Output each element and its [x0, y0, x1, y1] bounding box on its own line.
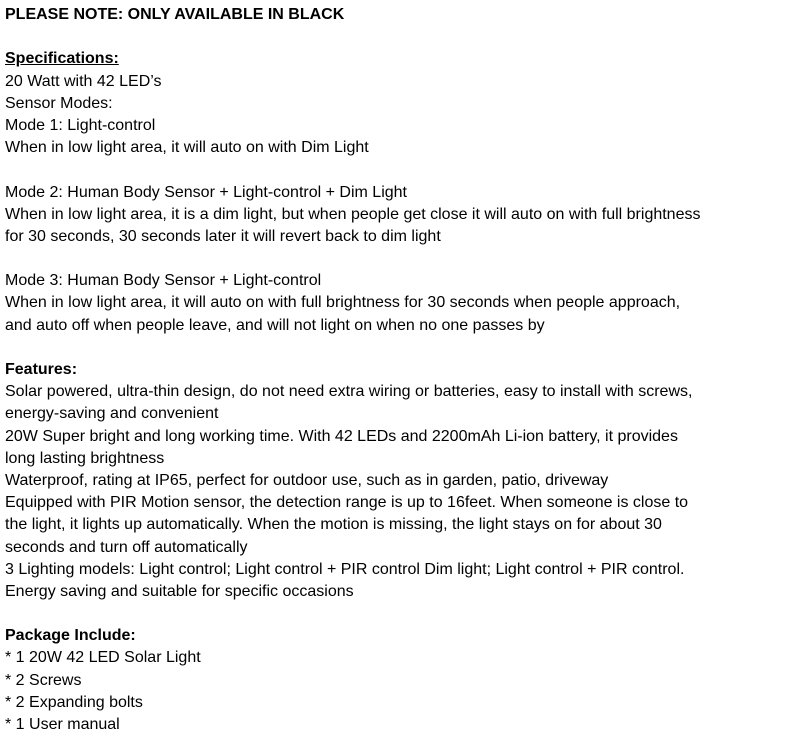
feature-line: long lasting brightness — [5, 449, 165, 467]
spacer — [5, 603, 795, 625]
mode3-title: Mode 3: Human Body Sensor + Light-control — [5, 272, 322, 290]
package-item: * 2 Screws — [5, 671, 82, 689]
product-description — [5, 4, 795, 736]
mode3-description: and auto off when people leave, and will not light on when no one passes by — [5, 316, 545, 334]
feature-line: seconds and turn off automatically — [5, 538, 248, 556]
specifications-heading: Specifications: — [5, 50, 119, 68]
feature-line: the light, it lights up automatically. When the motion is missing, the light stays on for about 30 — [5, 516, 662, 534]
feature-line: 3 Lighting models: Light control; Light control + PIR control Dim light; Light control + PIR control. — [5, 560, 685, 578]
spacer — [5, 159, 795, 181]
features-heading: Features: — [5, 361, 78, 378]
spec-line: 20 Watt with 42 LED’s — [5, 72, 162, 90]
mode3-description: When in low light area, it will auto on with full brightness for 30 seconds when people approach, — [5, 294, 681, 312]
mode2-description: When in low light area, it is a dim light, but when people get close it will auto on with full brightness — [5, 205, 701, 223]
feature-line: Waterproof, rating at IP65, perfect for outdoor use, such as in garden, patio, driveway — [5, 471, 609, 489]
spacer — [5, 337, 795, 359]
feature-line: Energy saving and suitable for specific occasions — [5, 582, 354, 600]
spec-line: Sensor Modes: — [5, 94, 113, 112]
package-item: * 2 Expanding bolts — [5, 693, 143, 711]
mode2-description: for 30 seconds, 30 seconds later it will revert back to dim light — [5, 227, 441, 245]
spacer — [5, 26, 795, 48]
mode2-title: Mode 2: Human Body Sensor + Light-control + Dim Light — [5, 183, 407, 201]
availability-notice: PLEASE NOTE: ONLY AVAILABLE IN BLACK — [5, 6, 345, 23]
feature-line: 20W Super bright and long working time. With 42 LEDs and 2200mAh Li-ion battery, it provides — [5, 427, 678, 445]
package-item: * 1 20W 42 LED Solar Light — [5, 649, 201, 667]
spec-line: When in low light area, it will auto on with Dim Light — [5, 139, 369, 157]
package-heading: Package Include: — [5, 627, 136, 645]
spacer — [5, 248, 795, 270]
spec-line: Mode 1: Light-control — [5, 116, 156, 134]
feature-line: Solar powered, ultra-thin design, do not need extra wiring or batteries, easy to install with screws, — [5, 383, 693, 401]
package-item: * 1 User manual — [5, 716, 120, 733]
feature-line: energy-saving and convenient — [5, 405, 219, 423]
feature-line: Equipped with PIR Motion sensor, the detection range is up to 16feet. When someone is close to — [5, 494, 689, 512]
